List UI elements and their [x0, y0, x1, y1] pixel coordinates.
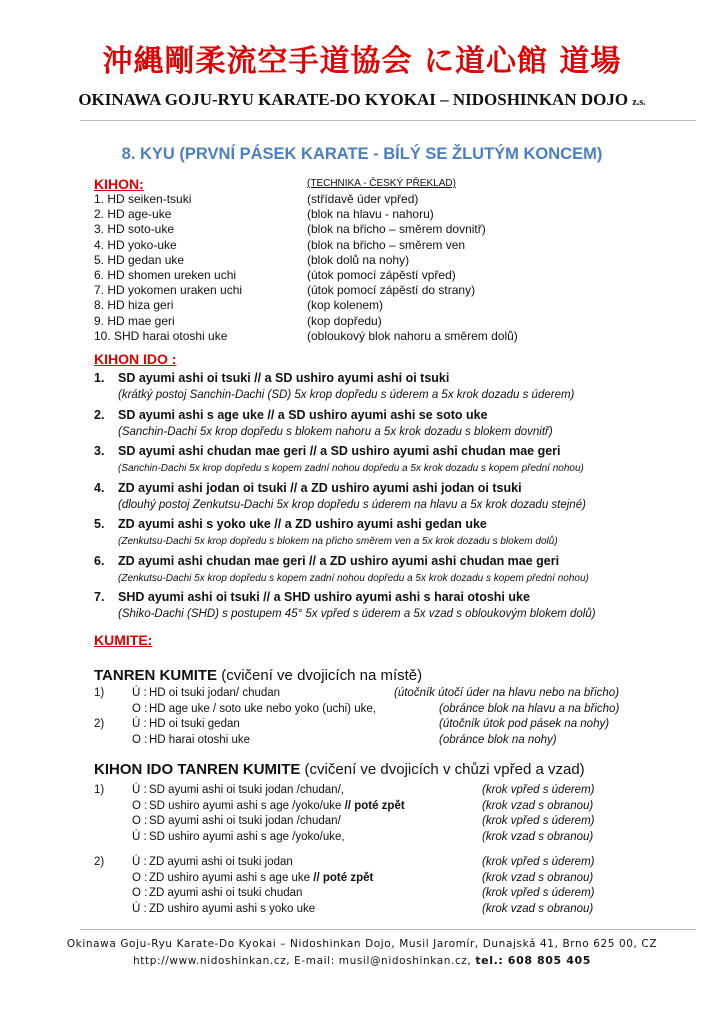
kihon-translation: (obloukový blok nahoru a směrem dolů)	[307, 328, 518, 343]
kihon-translation: (blok na břicho – směrem dovnitř)	[307, 222, 486, 237]
ido-title: SD ayumi ashi chudan mae geri // a SD ushiro ayumi ashi chudan mae geri	[118, 444, 561, 458]
kihon-ido-item	[94, 371, 674, 408]
footer-phone: tel.: 608 805 405	[475, 954, 591, 967]
row-emphasis: // poté zpět	[313, 871, 374, 884]
row-description: SD ushiro ayumi ashi s age /yoko/uke	[149, 799, 345, 812]
row-role: O :	[132, 733, 148, 746]
row-note: (krok vzad s obranou)	[482, 830, 594, 843]
ido-number: 3.	[94, 444, 105, 458]
kihon-row	[94, 207, 654, 222]
kihon-row	[94, 268, 654, 283]
row-note: (krok vzad s obranou)	[482, 799, 594, 812]
tanren-heading-rest: (cvičení ve dvojicích na místě)	[217, 667, 423, 684]
kihon-ido-list	[94, 371, 674, 627]
footer-address: Okinawa Goju-Ryu Karate-Do Kyokai – Nidoshinkan Dojo, Musil Jaromír, Dunajská 41, Brno 625 00, CZ	[66, 938, 658, 950]
kihon-row	[94, 253, 654, 268]
ido-tanren-group-2	[94, 855, 654, 917]
kihon-technique: 2. HD age-uke	[94, 207, 172, 222]
row-note: (krok vpřed s úderem)	[482, 815, 595, 828]
kihon-list	[94, 192, 654, 344]
row-note: (krok vzad s obranou)	[482, 902, 594, 915]
kihon-translation: (kop kolenem)	[307, 298, 384, 313]
kumite-row	[94, 686, 654, 702]
kumite-row	[94, 702, 654, 718]
kumite-row	[94, 814, 654, 830]
row-description: SD ayumi ashi oi tsuki jodan /chudan/	[149, 815, 341, 828]
row-description: ZD ushiro ayumi ashi s yoko uke	[149, 902, 316, 915]
ido-number: 2.	[94, 407, 105, 422]
kihon-row	[94, 329, 654, 344]
ido-description: (dlouhý postoj Zenkutsu-Dachi 5x krop dopředu s úderem na hlavu a 5x krok dozadu stejné)	[118, 498, 586, 511]
ido-title: ZD ayumi ashi s yoko uke // a ZD ushiro ayumi ashi gedan uke	[118, 517, 487, 531]
kihon-ido-item	[94, 517, 674, 554]
row-description: SD ushiro ayumi ashi s age /yoko/uke,	[149, 830, 345, 843]
kihon-technique: 6. HD shomen ureken uchi	[94, 267, 237, 282]
kihon-ido-tanren-heading	[94, 761, 585, 778]
kihon-ido-item	[94, 408, 674, 445]
kumite-row	[94, 871, 654, 887]
row-note: (krok vpřed s úderem)	[482, 887, 595, 900]
ido-title: SHD ayumi ashi oi tsuki // a SHD ushiro ayumi ashi s harai otoshi uke	[118, 590, 530, 604]
kumite-row	[94, 717, 654, 733]
row-number: 2)	[94, 856, 105, 868]
kumite-row	[94, 733, 654, 749]
row-note: (krok vpřed s úderem)	[482, 784, 595, 796]
ido-tanren-heading-rest: (cvičení ve dvojicích v chůzi vpřed a vzad)	[300, 761, 585, 778]
kihon-technique: 5. HD gedan uke	[94, 252, 185, 267]
row-role: Ú :	[132, 718, 147, 731]
row-role: O :	[132, 871, 148, 884]
kihon-technique: 8. HD hiza geri	[94, 298, 174, 313]
row-role: Ú :	[132, 856, 147, 868]
ido-description: (Zenkutsu-Dachi 5x krop dopředu s kopem zadní nohou dopředu a 5x krok dozadu s kopem přední nohou)	[118, 572, 589, 584]
row-note: (útočník útočí úder na hlavu nebo na břicho)	[394, 687, 620, 699]
ido-description: (Shiko-Dachi (SHD) s postupem 45° 5x vpřed s úderem a 5x vzad s obloukovým blokem dolů)	[118, 608, 596, 620]
kihon-row	[94, 314, 654, 329]
row-role: Ú :	[132, 687, 147, 699]
ido-number: 7.	[94, 590, 105, 604]
row-role: O :	[132, 815, 148, 828]
ido-title: SD ayumi ashi oi tsuki // a SD ushiro ayumi ashi oi tsuki	[118, 371, 450, 385]
row-note: (obránce blok na hlavu a na břicho)	[439, 702, 620, 715]
row-number: 1)	[94, 687, 105, 699]
row-description: HD oi tsuki gedan	[149, 718, 240, 731]
tanren-kumite-list	[94, 686, 654, 748]
ido-title: SD ayumi ashi s age uke // a SD ushiro ayumi ashi se soto uke	[118, 407, 488, 422]
tanren-heading-bold: TANREN KUMITE	[94, 667, 218, 684]
kumite-row	[94, 855, 654, 871]
footer-divider	[80, 929, 696, 930]
ido-number: 1.	[94, 371, 105, 385]
kihon-translation: (střídavě úder vpřed)	[307, 192, 419, 206]
kihon-translation: (blok dolů na nohy)	[307, 252, 410, 267]
row-description: HD age uke / soto uke nebo yoko (uchi) uke,	[149, 702, 376, 715]
kihon-row	[94, 238, 654, 253]
kihon-ido-item	[94, 444, 674, 481]
english-title	[0, 90, 724, 110]
kihon-technique: 10. SHD harai otoshi uke	[94, 328, 228, 343]
ido-description: (Sanchin-Dachi 5x krop dopředu s blokem nahoru a 5x krok dozadu s blokem dovnitř)	[118, 425, 553, 438]
row-description: HD oi tsuki jodan/ chudan	[149, 687, 281, 699]
kihon-ido-item	[94, 554, 674, 591]
kihon-translation: (blok na hlavu - nahoru)	[307, 207, 434, 222]
row-note: (krok vzad s obranou)	[482, 871, 594, 884]
row-note: (útočník útok pod pásek na nohy)	[439, 718, 610, 731]
japanese-title: 沖縄剛柔流空手道協会 に道心館 道場	[102, 44, 622, 79]
row-number: 2)	[94, 718, 105, 731]
ido-tanren-heading-bold: KIHON IDO TANREN KUMITE	[94, 761, 301, 778]
kihon-row	[94, 298, 654, 313]
row-note: (krok vpřed s úderem)	[482, 856, 595, 868]
header-divider	[80, 120, 696, 121]
kihon-translation: (útok pomocí zápěstí do strany)	[307, 283, 476, 298]
kihon-row	[94, 222, 654, 237]
footer-contact	[0, 954, 724, 967]
english-title-suffix: z.s.	[632, 97, 646, 108]
tanren-kumite-heading	[94, 667, 422, 684]
ido-number: 5.	[94, 517, 105, 531]
ido-description: (Zenkutsu-Dachi 5x krop dopředu s blokem na přicho směrem ven a 5x krok dozadu s blokem dolů)	[118, 536, 558, 547]
row-number: 1)	[94, 784, 105, 796]
row-emphasis: // poté zpět	[344, 799, 405, 812]
row-role: Ú :	[132, 902, 147, 915]
kihon-technique: 9. HD mae geri	[94, 313, 175, 328]
row-role: Ú :	[132, 830, 147, 843]
kihon-translation: (kop dopředu)	[307, 313, 382, 328]
row-description: ZD ayumi ashi oi tsuki jodan	[149, 856, 293, 868]
kumite-row	[94, 799, 654, 815]
kyu-heading: 8. KYU (PRVNÍ PÁSEK KARATE - BÍLÝ SE ŽLUTÝM KONCEM)	[121, 145, 603, 163]
row-role: O :	[132, 887, 148, 900]
kihon-technique: 3. HD soto-uke	[94, 222, 175, 237]
ido-title: ZD ayumi ashi jodan oi tsuki // a ZD ushiro ayumi ashi jodan oi tsuki	[118, 480, 522, 495]
kihon-translation: (útok pomocí zápěstí vpřed)	[307, 267, 456, 282]
ido-tanren-group-1	[94, 783, 654, 845]
kumite-row	[94, 902, 654, 918]
kihon-technique: 7. HD yokomen uraken uchi	[94, 283, 243, 298]
ido-number: 6.	[94, 553, 105, 568]
kihon-technique: 4. HD yoko-uke	[94, 237, 177, 252]
ido-number: 4.	[94, 480, 105, 495]
kihon-translation: (blok na břicho – směrem ven	[307, 237, 466, 252]
row-description: SD ayumi ashi oi tsuki jodan /chudan/,	[149, 784, 344, 796]
kumite-row	[94, 783, 654, 799]
kihon-ido-title: KIHON IDO :	[94, 351, 177, 367]
row-role: Ú :	[132, 784, 147, 796]
ido-description: (Sanchin-Dachi 5x krop dopředu s kopem zadní nohou dopředu a 5x krok dozadu s kopem přední nohou)	[118, 463, 584, 474]
row-note: (obránce blok na nohy)	[439, 733, 557, 746]
kihon-row	[94, 283, 654, 298]
kumite-row	[94, 830, 654, 846]
ido-description: (krátký postoj Sanchin-Dachi (SD) 5x krop dopředu s úderem a 5x krok dozadu s úderem)	[118, 389, 575, 401]
row-description: ZD ayumi ashi oi tsuki chudan	[149, 887, 303, 900]
row-role: O :	[132, 799, 148, 812]
ido-title: ZD ayumi ashi chudan mae geri // a ZD ushiro ayumi ashi chudan mae geri	[118, 553, 560, 568]
kihon-ido-item	[94, 481, 674, 518]
kihon-ido-item	[94, 590, 674, 627]
row-description: HD harai otoshi uke	[149, 733, 250, 746]
footer-web-email: http://www.nidoshinkan.cz, E-mail: musil@nidoshinkan.cz,	[133, 955, 476, 967]
kumite-row	[94, 886, 654, 902]
kihon-technique: 1. HD seiken-tsuki	[94, 192, 192, 206]
kihon-column-header: (TECHNIKA - ČESKÝ PŘEKLAD)	[307, 178, 456, 189]
kumite-title: KUMITE:	[94, 632, 153, 648]
row-role: O :	[132, 702, 148, 715]
kihon-title: KIHON:	[94, 176, 144, 192]
kihon-row	[94, 192, 654, 207]
row-description: ZD ushiro ayumi ashi s age uke	[149, 871, 314, 884]
english-title-text: OKINAWA GOJU-RYU KARATE-DO KYOKAI – NIDOSHINKAN DOJO	[78, 90, 629, 109]
